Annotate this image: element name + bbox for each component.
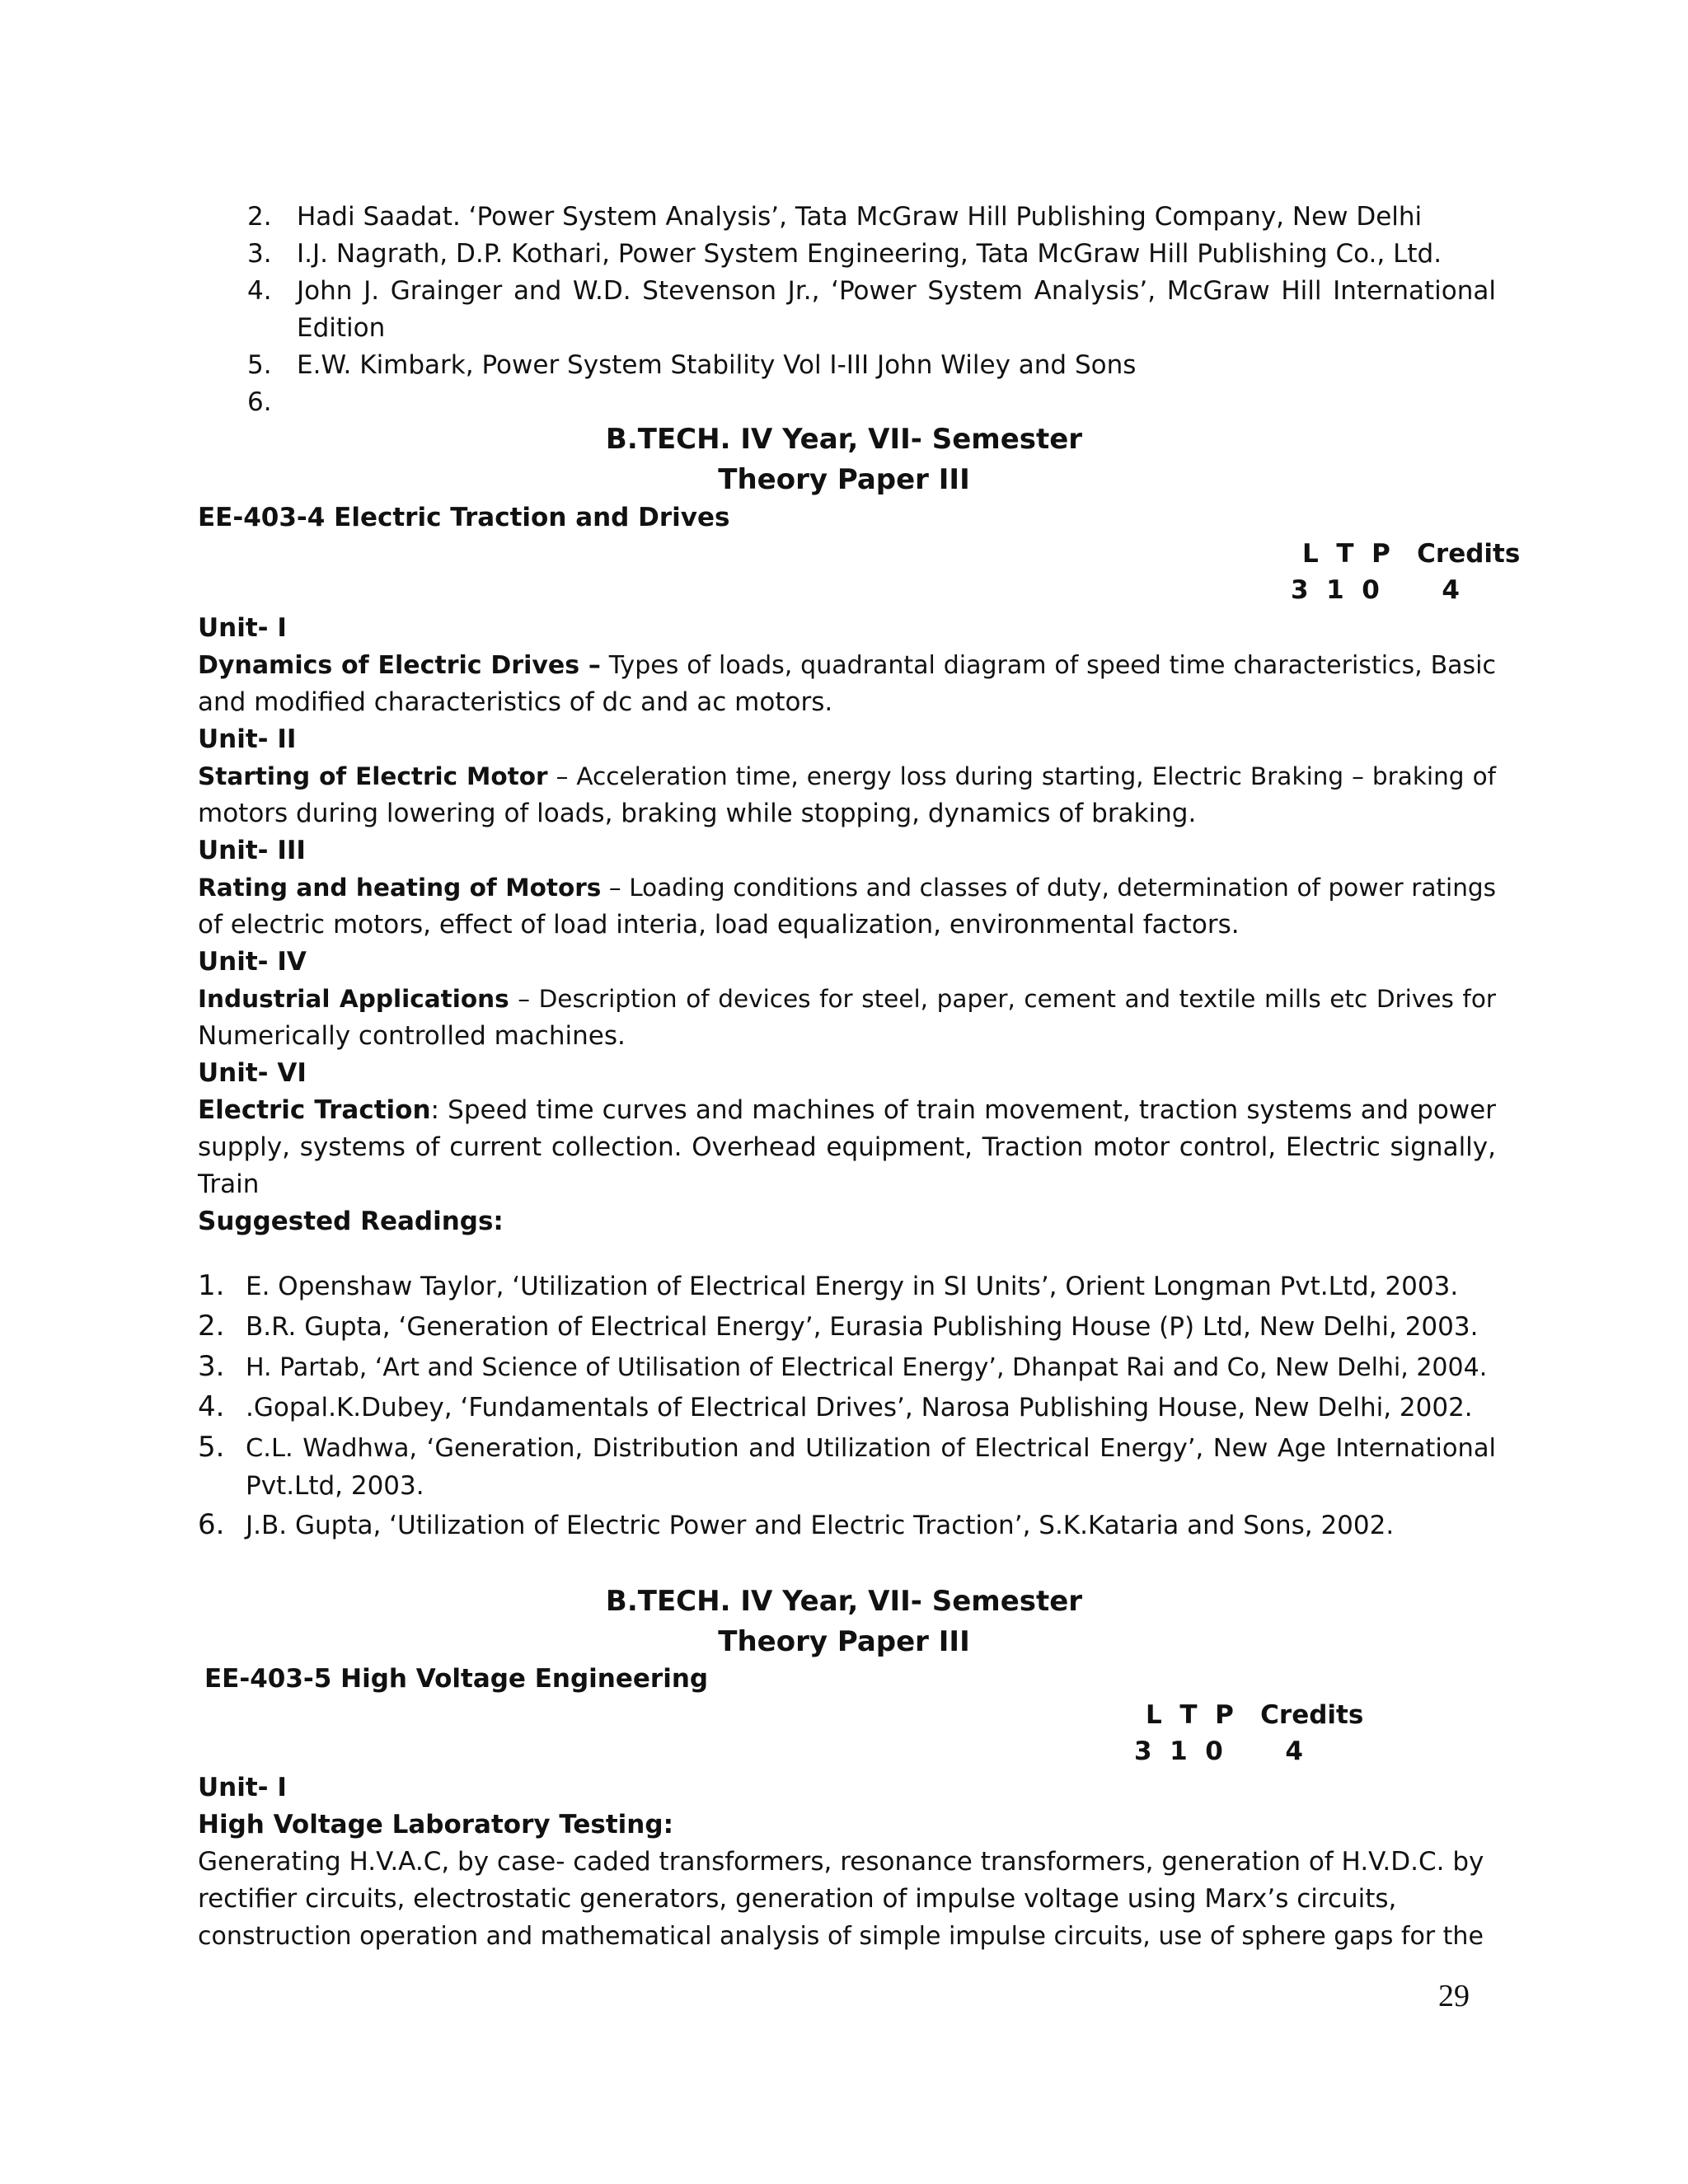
list-item-continuation: Edition bbox=[297, 313, 386, 343]
unit-label: Unit- II bbox=[198, 724, 297, 754]
list-item: 6. bbox=[247, 387, 272, 417]
list-item-continuation: Pvt.Ltd, 2003. bbox=[246, 1471, 424, 1501]
unit-body-line: rectifier circuits, electrostatic generators, generation of impulse voltage using Marx’s circuits, bbox=[198, 1884, 1397, 1914]
list-item: 3. I.J. Nagrath, D.P. Kothari, Power System Engineering, Tata McGraw Hill Publishing Co., Ltd. bbox=[247, 239, 1442, 269]
ltp-header: L T P Credits bbox=[1146, 1700, 1364, 1730]
unit-label: Unit- III bbox=[198, 836, 306, 865]
ltp-values: 3 1 0 4 bbox=[1134, 1736, 1303, 1766]
course-title: EE-403-4 Electric Traction and Drives bbox=[198, 503, 730, 532]
list-item: 4. John J. Grainger and W.D. Stevenson Jr., ‘Power System Analysis’, McGraw Hill International bbox=[247, 276, 1496, 306]
unit-body-line: construction operation and mathematical analysis of simple impulse circuits, use of sphere gaps for the bbox=[198, 1922, 1484, 1951]
unit-label: Unit- IV bbox=[198, 947, 307, 977]
section-heading: B.TECH. IV Year, VII- Semester bbox=[605, 1585, 1083, 1618]
page-number: 29 bbox=[1438, 1979, 1470, 2013]
unit-block bbox=[198, 1769, 1496, 1955]
unit-description-continuation: of electric motors, effect of load interia, load equalization, environmental factors. bbox=[198, 910, 1240, 940]
list-item: 2. Hadi Saadat. ‘Power System Analysis’, Tata McGraw Hill Publishing Company, New Delhi bbox=[247, 202, 1423, 232]
unit-description-continuation: and modified characteristics of dc and ac motors. bbox=[198, 687, 833, 717]
section-subheading: Theory Paper III bbox=[718, 463, 970, 496]
list-item: 4. .Gopal.K.Dubey, ‘Fundamentals of Electrical Drives’, Narosa Publishing House, New Delhi, 2002. bbox=[198, 1390, 1473, 1423]
section-subheading: Theory Paper III bbox=[718, 1625, 970, 1658]
unit-description-continuation: supply, systems of current collection. Overhead equipment, Traction motor control, Electric signally, bbox=[198, 1132, 1496, 1162]
ltp-values: 3 1 0 4 bbox=[1291, 575, 1460, 605]
unit-label: Unit- VI bbox=[198, 1058, 307, 1088]
units-block bbox=[198, 610, 1496, 1240]
ltp-header: L T P Credits bbox=[1302, 539, 1521, 569]
list-item: 5. C.L. Wadhwa, ‘Generation, Distribution and Utilization of Electrical Energy’, New Age International bbox=[198, 1431, 1496, 1464]
unit-description-continuation: Train bbox=[198, 1169, 260, 1199]
list-item: 3. H. Partab, ‘Art and Science of Utilisation of Electrical Energy’, Dhanpat Rai and Co, New Delhi, 2004. bbox=[198, 1350, 1488, 1383]
readings-title: Suggested Readings: bbox=[198, 1207, 504, 1236]
unit-body-line: Generating H.V.A.C, by case- caded transformers, resonance transformers, generation of H.V.D.C. by bbox=[198, 1847, 1484, 1877]
unit-description: Industrial Applications – Description of devices for steel, paper, cement and textile mills etc Drives for bbox=[198, 985, 1496, 1013]
unit-label: Unit- I bbox=[198, 613, 287, 643]
course-title: EE-403-5 High Voltage Engineering bbox=[204, 1664, 709, 1694]
unit-description: Rating and heating of Motors – Loading conditions and classes of duty, determination of power ratings bbox=[198, 874, 1496, 902]
unit-title: High Voltage Laboratory Testing: bbox=[198, 1810, 673, 1840]
unit-description-continuation: Numerically controlled machines. bbox=[198, 1021, 626, 1051]
list-item: 1. E. Openshaw Taylor, ‘Utilization of Electrical Energy in SI Units’, Orient Longman Pvt.Ltd, 2003. bbox=[198, 1269, 1459, 1302]
unit-description: Starting of Electric Motor – Acceleration time, energy loss during starting, Electric Braking – braking of bbox=[198, 762, 1496, 790]
readings-list bbox=[198, 1266, 1496, 1545]
section-heading: B.TECH. IV Year, VII- Semester bbox=[605, 423, 1083, 456]
list-item: 2. B.R. Gupta, ‘Generation of Electrical Energy’, Eurasia Publishing House (P) Ltd, New Delhi, 2003. bbox=[198, 1310, 1479, 1343]
unit-description-continuation: motors during lowering of loads, braking while stopping, dynamics of braking. bbox=[198, 799, 1197, 828]
list-item: 5. E.W. Kimbark, Power System Stability Vol I-III John Wiley and Sons bbox=[247, 350, 1137, 380]
unit-description: Dynamics of Electric Drives – Types of loads, quadrantal diagram of speed time characteristics, Basic bbox=[198, 651, 1496, 680]
list-item: 6. J.B. Gupta, ‘Utilization of Electric Power and Electric Traction’, S.K.Kataria and Sons, 2002. bbox=[198, 1508, 1395, 1541]
unit-description: Electric Traction: Speed time curves and machines of train movement, traction systems and power bbox=[198, 1095, 1496, 1125]
top-reference-list bbox=[247, 199, 1496, 421]
unit-label: Unit- I bbox=[198, 1773, 287, 1802]
